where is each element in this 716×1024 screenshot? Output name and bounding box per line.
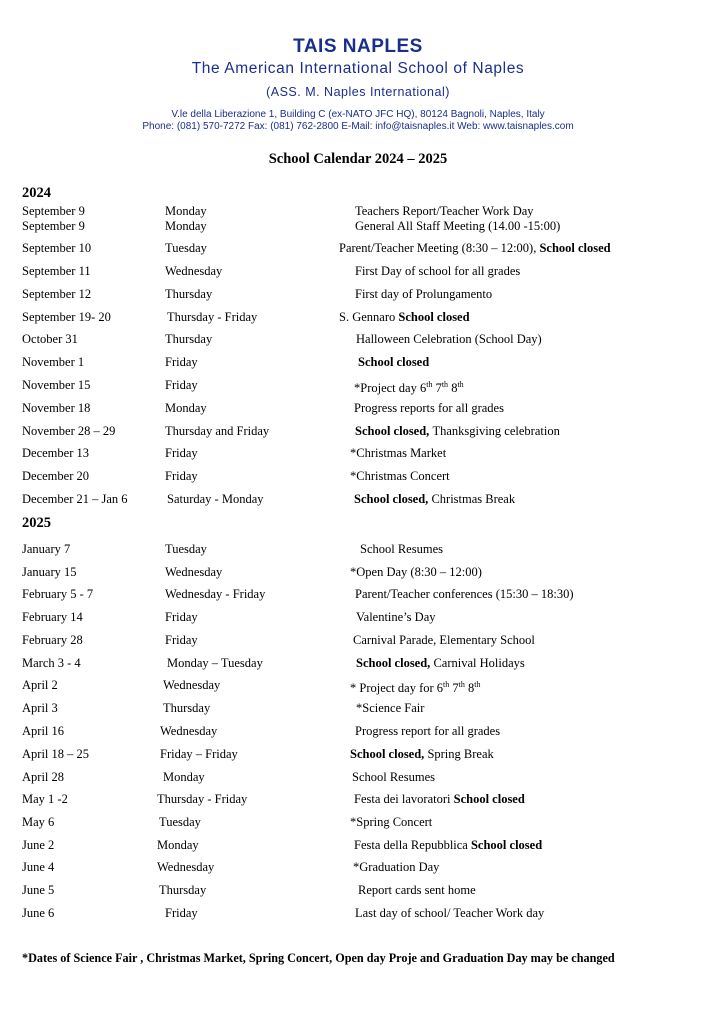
row-day: Monday	[157, 838, 199, 852]
association-name: (ASS. M. Naples International)	[266, 85, 450, 99]
calendar-row	[0, 241, 716, 255]
row-date: September 12	[22, 287, 92, 301]
row-day: Thursday	[165, 287, 213, 301]
row-day: Tuesday	[165, 241, 207, 255]
calendar-row	[0, 906, 716, 920]
calendar-row	[0, 838, 716, 852]
calendar-row	[0, 724, 716, 738]
calendar-row	[0, 401, 716, 415]
row-event-bold: School closed	[470, 838, 543, 852]
row-event: Last day of school/ Teacher Work day	[355, 906, 545, 920]
calendar-row	[0, 204, 716, 218]
row-date: April 2	[22, 678, 58, 692]
row-event-bold: School closed	[398, 310, 470, 324]
calendar-row	[0, 770, 716, 784]
year-heading-2025: 2025	[22, 515, 51, 531]
row-event: *Science Fair	[356, 701, 425, 715]
row-event-bold: School closed	[453, 792, 525, 806]
calendar-row	[0, 332, 716, 346]
row-date: November 28 – 29	[22, 424, 116, 438]
row-day: Monday	[163, 770, 205, 784]
calendar-row	[0, 355, 716, 369]
calendar-row	[0, 565, 716, 579]
calendar-row	[0, 219, 716, 233]
school-address: V.le della Liberazione 1, Building C (ex-NATO JFC HQ), 80124 Bagnoli, Naples, Italy	[171, 109, 545, 120]
calendar-row	[0, 860, 716, 874]
row-event-bold: School closed,	[356, 656, 434, 670]
row-event: Parent/Teacher conferences (15:30 – 18:30)	[355, 587, 574, 601]
row-date: April 3	[22, 701, 58, 715]
row-date: January 15	[22, 565, 77, 579]
row-date: May 6	[22, 815, 55, 829]
row-event: First day of Prolungamento	[355, 287, 493, 301]
row-date: December 13	[22, 446, 89, 460]
row-day: Wednesday	[157, 860, 215, 874]
row-event: Spring Break	[427, 747, 494, 761]
row-event: Carnival Parade, Elementary School	[353, 633, 535, 647]
calendar-row	[0, 678, 716, 696]
row-event: General All Staff Meeting (14.00 -15:00)	[355, 219, 561, 233]
calendar-row	[0, 610, 716, 624]
school-name: TAIS NAPLES	[293, 36, 423, 57]
row-day: Friday	[165, 610, 198, 624]
row-date: April 18 – 25	[22, 747, 90, 761]
row-day: Friday	[165, 469, 198, 483]
row-event: School Resumes	[360, 542, 443, 556]
calendar-row	[0, 469, 716, 483]
row-date: September 9	[22, 219, 85, 233]
school-contact: Phone: (081) 570-7272 Fax: (081) 762-2800 E-Mail: info@taisnaples.it Web: www.taisnaples.com	[142, 121, 574, 132]
row-date: January 7	[22, 542, 71, 556]
row-event: School Resumes	[352, 770, 435, 784]
row-day: Monday	[165, 401, 207, 415]
row-event: *Christmas Concert	[350, 469, 450, 483]
row-day: Thursday	[163, 701, 211, 715]
row-day: Wednesday - Friday	[165, 587, 266, 601]
calendar-row	[0, 542, 716, 556]
row-date: December 21 – Jan 6	[22, 492, 128, 506]
row-date: April 28	[22, 770, 65, 784]
row-date: February 28	[22, 633, 83, 647]
row-day: Saturday - Monday	[167, 492, 264, 506]
row-event: Thanksgiving celebration	[432, 424, 560, 438]
row-event: Christmas Break	[431, 492, 516, 506]
row-day: Friday	[165, 378, 198, 392]
row-event-bold: School closed,	[354, 492, 432, 506]
footnote: *Dates of Science Fair , Christmas Market, Spring Concert, Open day Proje and Graduation Day may be changed	[22, 951, 615, 965]
row-date: November 15	[22, 378, 91, 392]
row-event: First Day of school for all grades	[355, 264, 521, 278]
row-event-bold: School closed,	[350, 747, 428, 761]
calendar-row	[0, 883, 716, 897]
row-event-bold: School closed,	[355, 424, 433, 438]
row-day: Tuesday	[165, 542, 207, 556]
row-event: *Christmas Market	[350, 446, 447, 460]
row-event-bold: School closed	[539, 241, 611, 255]
calendar-row	[0, 264, 716, 278]
row-event: Report cards sent home	[358, 883, 476, 897]
row-date: November 18	[22, 401, 91, 415]
row-event: Valentine’s Day	[356, 610, 436, 624]
calendar-title: School Calendar 2024 – 2025	[268, 151, 448, 167]
row-day: Thursday	[159, 883, 207, 897]
row-day: Thursday	[165, 332, 213, 346]
row-day: Monday	[165, 219, 207, 233]
row-event-bold: School closed	[358, 355, 430, 369]
calendar-row	[0, 815, 716, 829]
row-event: Teachers Report/Teacher Work Day	[355, 204, 534, 218]
row-date: September 11	[22, 264, 91, 278]
row-date: June 2	[22, 838, 55, 852]
row-event: Carnival Holidays	[433, 656, 525, 670]
row-day: Thursday - Friday	[167, 310, 258, 324]
row-day: Monday	[165, 204, 207, 218]
calendar-row	[0, 287, 716, 301]
row-day: Tuesday	[159, 815, 201, 829]
row-event: *Graduation Day	[353, 860, 440, 874]
calendar-row	[0, 587, 716, 601]
row-date: February 5 - 7	[22, 587, 94, 601]
row-event: Progress report for all grades	[355, 724, 501, 738]
calendar-row	[0, 792, 716, 806]
row-day: Wednesday	[165, 264, 223, 278]
row-day: Monday – Tuesday	[167, 656, 263, 670]
calendar-row	[0, 378, 716, 396]
row-event: *Project day 6th 7th 8th	[354, 380, 464, 396]
row-date: December 20	[22, 469, 89, 483]
row-date: May 1 -2	[22, 792, 68, 806]
row-date: September 19- 20	[22, 310, 111, 324]
row-day: Friday – Friday	[160, 747, 238, 761]
calendar-row	[0, 656, 716, 670]
row-date: November 1	[22, 355, 85, 369]
row-date: June 6	[22, 906, 55, 920]
row-day: Friday	[165, 355, 198, 369]
row-date: September 9	[22, 204, 85, 218]
row-day: Friday	[165, 906, 198, 920]
row-day: Wednesday	[160, 724, 218, 738]
year-heading-2024: 2024	[22, 185, 51, 201]
calendar-row	[0, 701, 716, 715]
row-day: Wednesday	[163, 678, 221, 692]
calendar-row	[0, 492, 716, 506]
row-date: March 3 - 4	[22, 656, 81, 670]
row-event: Parent/Teacher Meeting (8:30 – 12:00),	[339, 241, 540, 255]
row-date: June 5	[22, 883, 55, 897]
calendar-row	[0, 747, 716, 761]
row-date: October 31	[22, 332, 78, 346]
calendar-row	[0, 424, 716, 438]
row-event: S. Gennaro	[339, 310, 399, 324]
calendar-row	[0, 446, 716, 460]
row-event: *Open Day (8:30 – 12:00)	[350, 565, 482, 579]
calendar-row	[0, 310, 716, 324]
calendar-row	[0, 633, 716, 647]
row-event: Festa della Repubblica	[354, 838, 471, 852]
row-event: *Spring Concert	[350, 815, 433, 829]
row-day: Thursday - Friday	[157, 792, 248, 806]
row-date: September 10	[22, 241, 92, 255]
row-date: April 16	[22, 724, 65, 738]
row-event: * Project day for 6th 7th 8th	[350, 680, 481, 696]
row-day: Wednesday	[165, 565, 223, 579]
row-date: June 4	[22, 860, 55, 874]
row-event: Progress reports for all grades	[354, 401, 504, 415]
school-subtitle: The American International School of Naples	[191, 60, 525, 77]
row-day: Thursday and Friday	[165, 424, 270, 438]
row-event: Festa dei lavoratori	[354, 792, 454, 806]
row-date: February 14	[22, 610, 83, 624]
row-event: Halloween Celebration (School Day)	[356, 332, 542, 346]
row-day: Friday	[165, 446, 198, 460]
row-day: Friday	[165, 633, 198, 647]
